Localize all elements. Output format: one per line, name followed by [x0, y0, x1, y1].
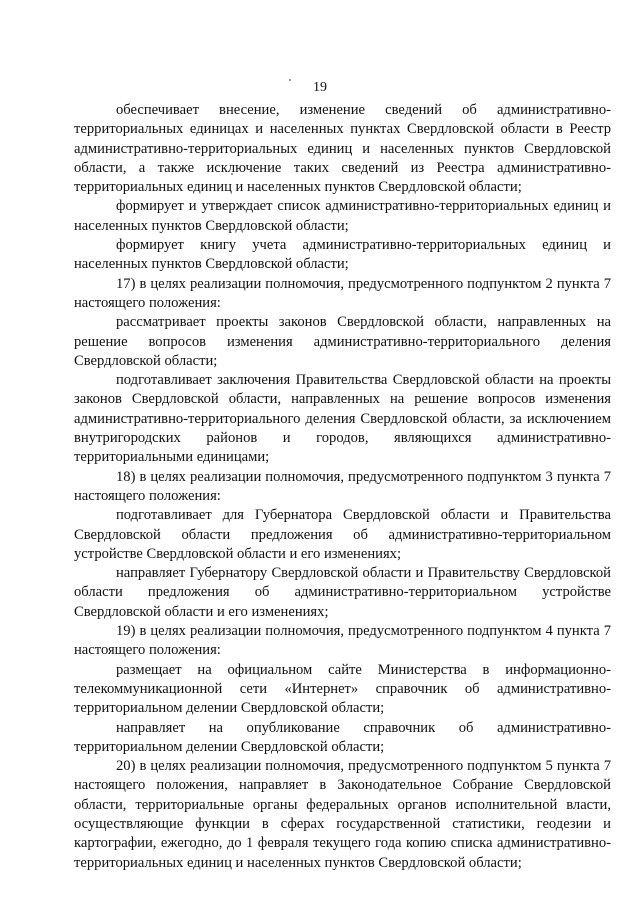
document-body [74, 101, 611, 873]
page-number: 19 [313, 80, 327, 95]
paragraph: рассматривает проекты законов Свердловской области, направленных на решение вопросов изменения административно-территориального деления Свердловской области; [74, 314, 611, 369]
paragraph: 17) в целях реализации полномочия, предусмотренного подпунктом 2 пункта 7 настоящего положения: [74, 275, 611, 311]
paragraph: подготавливает для Губернатора Свердловской области и Правительства Свердловской области предложения об административно-территориальном устройстве Свердловской области и его изменениях; [74, 507, 611, 562]
paragraph: подготавливает заключения Правительства Свердловской области на проекты законов Свердловской области, направленных на решение вопросов изменения административно-территориального деления Свердловской области, за исключением внутригородских районов и городов, являющихся административно-территориальными единицами; [74, 372, 611, 466]
paragraph: 19) в целях реализации полномочия, предусмотренного подпунктом 4 пункта 7 настоящего положения: [74, 623, 611, 659]
paragraph: направляет на опубликование справочник об административно-территориальном делении Свердловской области; [74, 719, 611, 755]
paragraph: обеспечивает внесение, изменение сведений об административно-территориальных единицах и населенных пунктах Свердловской области в Реестр административно-территориальных единиц и населенных пунктов Свердловской области, а также исключение таких сведений из Реестра административно-территориальных единиц и населенных пунктов Свердловской области; [74, 102, 611, 196]
paragraph: формирует книгу учета административно-территориальных единиц и населенных пунктов Свердловской области; [74, 237, 611, 273]
paragraph: 18) в целях реализации полномочия, предусмотренного подпунктом 3 пункта 7 настоящего положения: [74, 468, 611, 504]
paragraph: формирует и утверждает список административно-территориальных единиц и населенных пунктов Свердловской области; [74, 198, 611, 234]
paragraph: 20) в целях реализации полномочия, предусмотренного подпунктом 5 пункта 7 настоящего положения, направляет в Законодательное Собрание Свердловской области, территориальные органы федеральных органов исполнительной власти, осуществляющие функции в сферах государственной статистики, геодезии и картографии, ежегодно, до 1 февраля текущего года копию списка административно-территориальных единиц и населенных пунктов Свердловской области; [74, 758, 611, 871]
paragraph: размещает на официальном сайте Министерства в информационно-телекоммуникационной сети «Интернет» справочник об административно-территориальном делении Свердловской области; [74, 661, 611, 717]
paragraph: направляет Губернатору Свердловской области и Правительству Свердловской области предложения об административно-территориальном устройстве Свердловской области и его изменениях; [74, 565, 611, 620]
